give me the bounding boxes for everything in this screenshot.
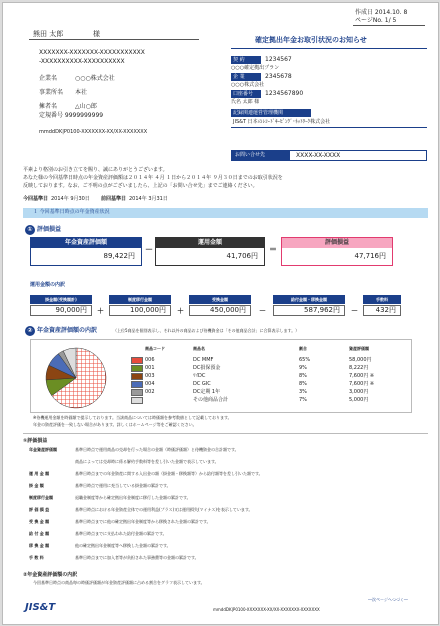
allocation-row xyxy=(131,364,411,372)
member-name-value: △山○郎 xyxy=(75,103,97,110)
product-code: 001 xyxy=(145,365,155,371)
explanation-text: 基準日時点までに他の確定拠出年金制度等から移換された金額の累計です。 xyxy=(75,519,211,524)
contract-label: 契 約 xyxy=(231,56,261,64)
explanation-text-2: 今回基準日時点の商品毎の時価評価額が年金資産評価額に占める割合をグラフ表示しています。 xyxy=(33,580,205,585)
product-code: 004 xyxy=(145,381,155,387)
recipient-name: 熊田 太郎 xyxy=(33,30,64,38)
this-base-date: 2014年 9月30日 xyxy=(51,196,90,202)
allocation-row xyxy=(131,372,411,380)
explanation-term: 制度移行金額 xyxy=(29,495,53,500)
col-code-header: 商品コード xyxy=(145,346,165,351)
plan-name: ○○○確定拠出プラン xyxy=(231,65,280,71)
explanation-term: 掛 金 額 xyxy=(29,483,44,488)
intro-line-3: 反映しております。なお、ご不明の点がございましたら、上記の「お問い合せ先」までご連絡ください。 xyxy=(23,183,258,189)
valuation-box-invested xyxy=(155,237,265,266)
valuation-total-value: 89,422円 xyxy=(103,252,135,260)
product-percentage: 3% xyxy=(299,389,307,395)
breakdown-fee: 432円 xyxy=(363,305,401,316)
footer-next-page: ―次ページへつづく― xyxy=(368,597,408,602)
legend-swatch xyxy=(131,373,143,380)
explanation-term: 手 数 料 xyxy=(29,555,44,560)
allocation-footnote-1: ※待機運用金額を時価額で提示しております。当該商品については時価額を参考数値として記載しております。 xyxy=(33,415,232,420)
recipient-honorific: 様 xyxy=(93,30,100,38)
allocation-footnote-2: 年金の資産評価を一致しない場合があります。詳しくはホームページ等をご確認ください。 xyxy=(33,422,197,427)
contact-label: お問い合せ先 xyxy=(232,151,290,160)
valuation-gain-label: 評価損益 xyxy=(282,238,392,248)
product-percentage: 65% xyxy=(299,357,311,363)
company-name-small: ○○○株式会社 xyxy=(231,82,265,88)
company-code-label: 企 業 xyxy=(231,73,261,81)
explanation-text: 退職金制度等から確定拠出年金制度に移行した金額の累計です。 xyxy=(75,495,191,500)
created-date: 作成日 2014.10. 8 xyxy=(355,9,408,16)
contact-box xyxy=(231,150,427,161)
minus-operator: － xyxy=(145,245,153,254)
product-amount: 8,222円 xyxy=(349,365,369,371)
company-value: ○○○株式会社 xyxy=(75,75,115,82)
contact-phone[interactable]: XXXX-XX-XXXX xyxy=(296,152,341,159)
account-holder-name: 氏名 太郎 様 xyxy=(231,99,260,105)
plus-operator-2: ＋ xyxy=(177,307,184,315)
valuation-gain-value: 47,716円 xyxy=(354,252,386,260)
product-amount: 7,600円 ※ xyxy=(349,381,375,387)
admin-org-value: JIS&T 日本のﾚｺｰﾄﾞｷｰﾋﾟﾝｸﾞ･ﾈｯﾄﾜｰｸ株式会社 xyxy=(233,119,331,125)
breakdown-header-payout: 給付金額・移換金額 xyxy=(273,295,345,304)
product-amount: 3,000円 xyxy=(349,389,369,395)
explanation-term: 受 換 金 額 xyxy=(29,519,50,524)
product-name: ﾏｲDC xyxy=(193,373,206,379)
explanation-text: 基準日時点で運用に充当している掛金額の累計です。 xyxy=(75,483,171,488)
breakdown-title: 運用金額の内訳 xyxy=(30,282,66,288)
breakdown-header-transfer: 制度移行金額 xyxy=(109,295,171,304)
member-name-label: 擁者名 xyxy=(39,103,58,110)
col-pct-header: 割合 xyxy=(299,346,307,351)
this-base-date-label: 今回基準日 xyxy=(23,196,49,202)
prev-base-date: 2014年 3月31日 xyxy=(129,196,168,202)
col-name-header: 商品名 xyxy=(193,346,205,351)
valuation-title: 評価損益 xyxy=(37,226,62,233)
breakdown-transfer: 100,000円 xyxy=(109,305,171,316)
allocation-row xyxy=(131,356,411,364)
allocation-pie-chart xyxy=(41,343,111,413)
legend-swatch xyxy=(131,381,143,388)
breakdown-header-contribution: 掛金額(受換額計) xyxy=(30,295,92,304)
legend-swatch xyxy=(131,389,143,396)
explanation-term: 移 換 金 額 xyxy=(29,543,50,548)
product-code: 003 xyxy=(145,373,155,379)
product-name: DC定期 1年 xyxy=(193,389,221,395)
valuation-total-label: 年金資産評価額 xyxy=(31,238,141,248)
explanation-heading-2: ②年金資産評価額の内訳 xyxy=(23,572,78,578)
footer-code: mmddDK|P0100-XXXXXXX-XX/XX-XXXXXXX-XXXXXXX xyxy=(213,607,320,612)
valuation-badge: ① xyxy=(25,225,35,235)
allocation-badge: ② xyxy=(25,326,35,336)
office-value: 本社 xyxy=(75,89,88,96)
product-code: 006 xyxy=(145,357,155,363)
product-amount: 7,600円 ※ xyxy=(349,373,375,379)
account-number-label: 口座番号 xyxy=(231,90,261,98)
breakdown-payout: 587,962円 xyxy=(273,305,345,316)
explanation-text: 基準日時点までに加入者等が負担された事務費等の金額の累計です。 xyxy=(75,555,199,560)
allocation-row xyxy=(131,396,411,404)
allocation-row xyxy=(131,388,411,396)
footer-logo: JIS&T xyxy=(25,602,56,613)
explanation-term: 運 用 金 額 xyxy=(29,471,50,476)
intro-line-2: あなた様の今回基準日時点の年金資産評価額は２０１４年 ４月 １日から２０１４年 ９月３０日までのお取引状況を xyxy=(23,175,283,181)
member-id: 定規番号 9999999999 xyxy=(39,112,104,119)
allocation-row xyxy=(131,380,411,388)
product-percentage: 8% xyxy=(299,373,307,379)
contract-value: 1234567 xyxy=(265,56,292,63)
col-amount-header: 資産評価額 xyxy=(349,346,369,351)
product-name: DC MMF xyxy=(193,357,214,363)
explanation-text: 他の確定拠出年金制度等へ移換した金額の累計です。 xyxy=(75,543,171,548)
product-name: DC GIC xyxy=(193,381,211,387)
explanation-heading: ①評価損益 xyxy=(23,438,48,444)
minus-operator-2: － xyxy=(351,307,358,315)
statement-page xyxy=(2,2,439,625)
company-label: 企業名 xyxy=(39,75,58,82)
notice-title: 確定拠出年金お取引状況のお知らせ xyxy=(255,36,367,44)
legend-swatch xyxy=(131,357,143,364)
product-amount: 5,000円 xyxy=(349,397,369,403)
account-number-value: 1234567890 xyxy=(265,90,304,97)
page-number: ページNo. 1/ 5 xyxy=(355,17,397,24)
explanation-text: 基準日時点における年金資産全体での運用利益(プラス)又は運用損失(マイナス)を表示しています。 xyxy=(75,507,253,512)
valuation-box-total xyxy=(30,237,142,266)
explanation-text: 商品によっては売却時に係る解約手数料等を差し引いた金額で表示しています。 xyxy=(75,459,219,464)
valuation-invested-value: 41,706円 xyxy=(226,252,258,260)
explanation-text: 基準日時点までに支払われた給付金額の累計です。 xyxy=(75,531,167,536)
prev-base-date-label: 前回基準日 xyxy=(101,196,127,202)
breakdown-header-fee: 手数料 xyxy=(363,295,401,304)
section-1-bar xyxy=(23,208,428,218)
product-name: その他商品合計 xyxy=(193,397,229,403)
valuation-box-gain xyxy=(281,237,393,266)
product-amount: 58,000円 xyxy=(349,357,372,363)
address-line-2: -XXXXXXXXXX-XXXXXXXXXX xyxy=(39,58,125,65)
document-code: mmddDK|P0100-XXXXXXX-XX/XX-XXXXXXX xyxy=(39,129,148,135)
breakdown-header-received: 受換金額 xyxy=(189,295,251,304)
explanation-term: 給 付 金 額 xyxy=(29,531,50,536)
product-code: 002 xyxy=(145,389,155,395)
office-label: 事業所名 xyxy=(39,89,64,96)
legend-swatch xyxy=(131,397,143,404)
equals-operator: ＝ xyxy=(269,245,277,254)
section-1-title: １ 今回基準日時点の年金資産状況 xyxy=(33,209,110,215)
explanation-text: 基準日時点までの年金資産に関する入出金の額（掛金額・移換額等）から給付額等を差し引いた額です。 xyxy=(75,471,263,476)
breakdown-contribution: 90,000円 xyxy=(30,305,92,316)
explanation-term: 評 価 損 益 xyxy=(29,507,50,512)
allocation-title: 年金資産評価額の内訳 xyxy=(37,327,98,334)
product-name: DC損保預金 xyxy=(193,365,221,371)
product-percentage: 8% xyxy=(299,381,307,387)
intro-line-1: 平素より格別のお引き立てを賜り、誠にありがとうございます。 xyxy=(23,167,168,173)
explanation-term: 年金資産評価額 xyxy=(29,447,57,452)
plus-operator-1: ＋ xyxy=(97,307,104,315)
product-percentage: 7% xyxy=(299,397,307,403)
valuation-invested-label: 運用金額 xyxy=(156,238,264,248)
allocation-note: （上位5商品を個別表示し、それ以外の商品および待機資金は「その他商品合計」に合算表示します。） xyxy=(113,328,300,333)
breakdown-received: 450,000円 xyxy=(189,305,251,316)
explanation-text: 基準日時点で運用商品の売却を行った場合の金額（時価評価額）と待機資金の合計額です。 xyxy=(75,447,239,452)
company-code-value: 2345678 xyxy=(265,73,292,80)
admin-org-label: 記録関連運営管理機関 xyxy=(231,109,311,117)
legend-swatch xyxy=(131,365,143,372)
product-percentage: 9% xyxy=(299,365,307,371)
address-line-1: XXXXXXX-XXXXXXX-XXXXXXXXXXX xyxy=(39,49,145,56)
minus-operator-1: － xyxy=(259,307,266,315)
